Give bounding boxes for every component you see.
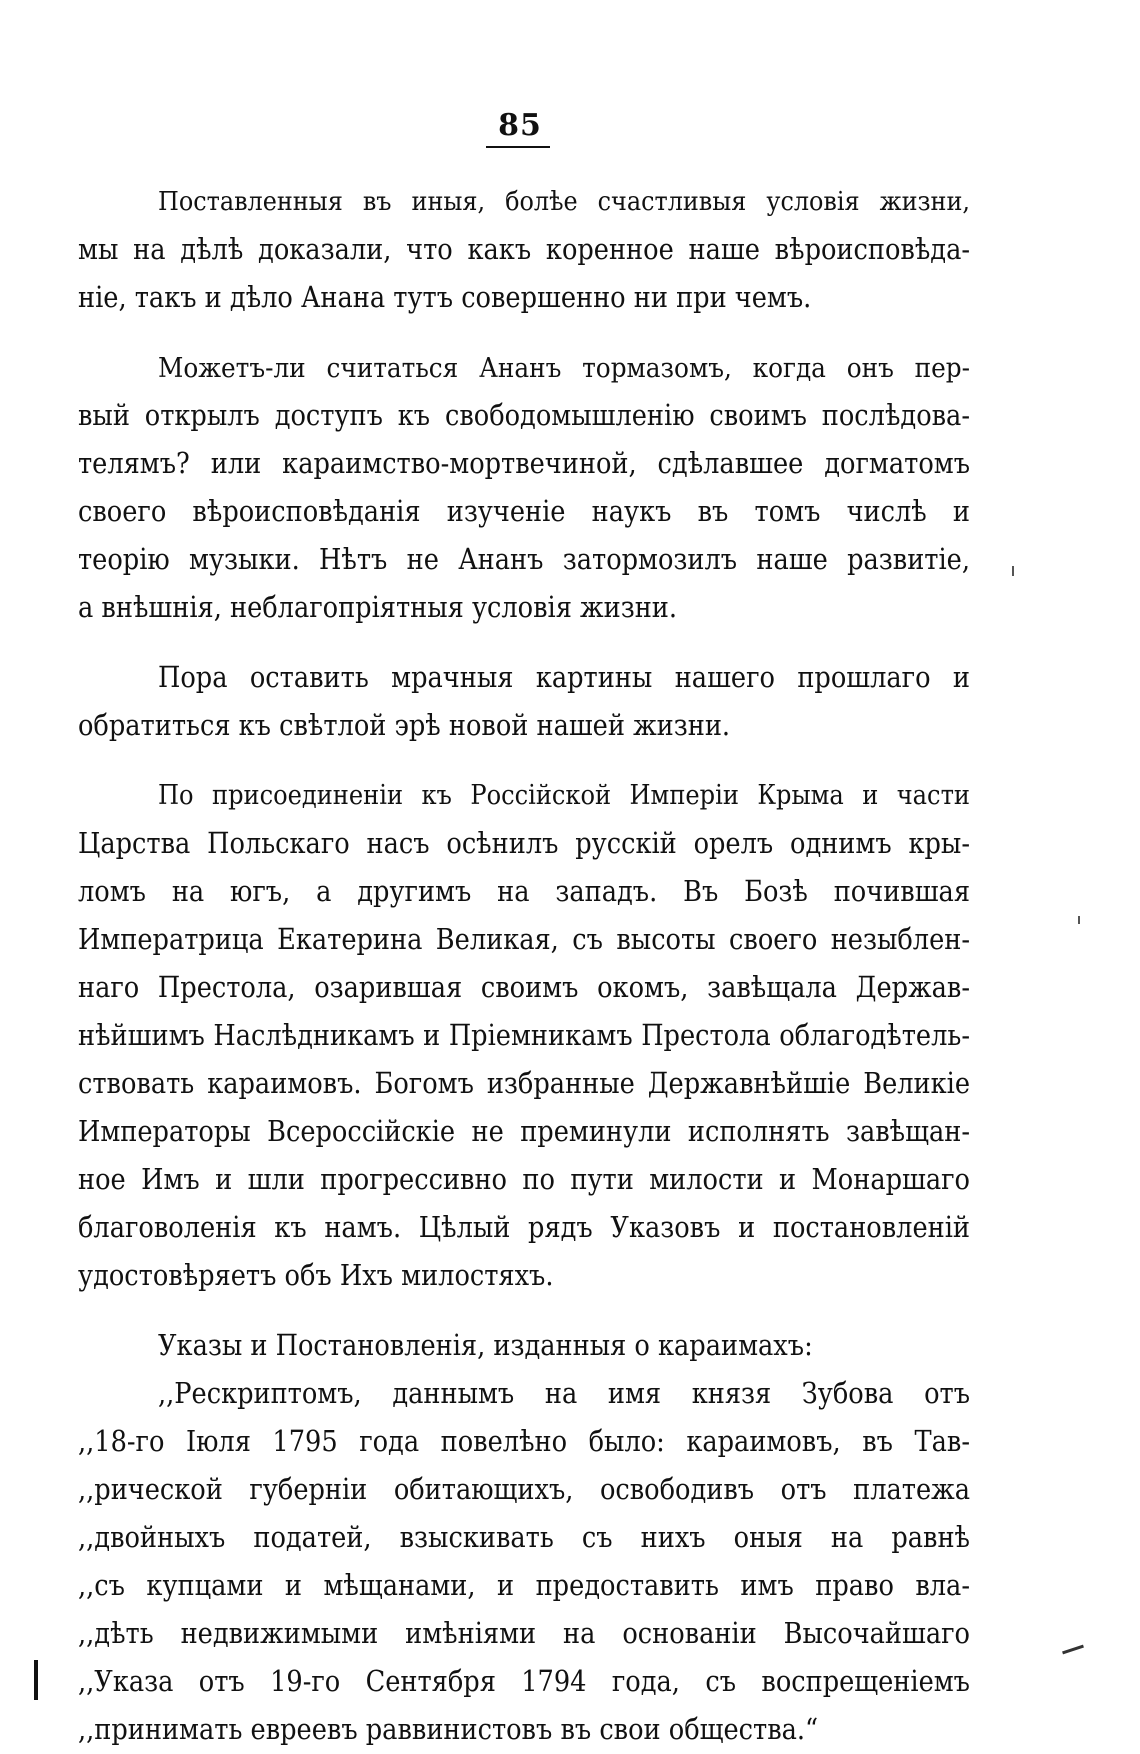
paragraph-5 xyxy=(78,1322,970,1370)
quotation xyxy=(78,1370,970,1754)
text-line: своего вѣроисповѣданія изученіе наукъ въ томъ числѣ и xyxy=(78,495,970,528)
text-line: телямъ? или караимство-мортвечиной, сдѣлавшее догматомъ xyxy=(78,447,970,480)
text-line: ,,дѣть недвижимыми имѣніями на основаніи Высочайшаго xyxy=(78,1617,970,1650)
text-line: ,,рической губерніи обитающихъ, освободивъ отъ платежа xyxy=(78,1473,970,1506)
text-line: Поставленныя въ иныя, болѣе счастливыя условія жизни, xyxy=(158,186,970,217)
text-line: Императрица Екатерина Великая, съ высоты своего незыблен- xyxy=(78,923,970,956)
scan-artifact-left xyxy=(34,1660,38,1700)
text-line: благоволенія къ намъ. Цѣлый рядъ Указовъ и постановленій xyxy=(78,1211,970,1244)
text-line: теорію музыки. Нѣтъ не Ананъ затормозилъ наше развитіе, xyxy=(78,543,970,576)
text-line: вый открылъ доступъ къ свободомышленію своимъ послѣдова- xyxy=(78,399,970,432)
text-line: ,,двойныхъ податей, взыскивать съ нихъ оныя на равнѣ xyxy=(78,1521,970,1554)
text-line: наго Престола, озарившая своимъ окомъ, завѣщала Держав- xyxy=(78,971,970,1004)
page-number: 85 xyxy=(498,108,542,143)
text-line: Императоры Всероссійскіе не преминули исполнять завѣщан- xyxy=(78,1115,970,1148)
paragraph-2 xyxy=(78,344,970,632)
text-line: ,,18-го Іюля 1795 года повелѣно было: караимовъ, въ Тав- xyxy=(78,1425,970,1458)
text-line: ствовать караимовъ. Богомъ избранные Державнѣйшіе Великіе xyxy=(78,1067,970,1100)
text-line: Указы и Постановленія, изданныя о караимахъ: xyxy=(158,1329,813,1362)
text-line: обратиться къ свѣтлой эрѣ новой нашей жизни. xyxy=(78,709,731,742)
scan-artifact-right xyxy=(1062,1645,1084,1655)
text-line: удостовѣряетъ объ Ихъ милостяхъ. xyxy=(78,1259,554,1292)
text-line: Пора оставить мрачныя картины нашего прошлаго и xyxy=(158,661,970,694)
text-line: ніе, такъ и дѣло Анана тутъ совершенно ни при чемъ. xyxy=(78,281,812,314)
text-line: нѣйшимъ Наслѣдникамъ и Пріемникамъ Престола облагодѣтель- xyxy=(78,1019,970,1052)
text-line: мы на дѣлѣ доказали, что какъ коренное наше вѣроисповѣда- xyxy=(78,233,970,266)
text-line: ,,принимать евреевъ раввинистовъ въ свои общества.“ xyxy=(78,1713,819,1746)
text-line: ное Имъ и шли прогрессивно по пути милости и Монаршаго xyxy=(78,1163,970,1196)
text-line: По присоединеніи къ Россійской Имперіи Крыма и части xyxy=(158,780,970,811)
scan-speck xyxy=(1012,566,1014,576)
text-line: Можетъ-ли считаться Ананъ тормазомъ, когда онъ пер- xyxy=(158,352,970,384)
text-line: Царства Польскаго насъ осѣнилъ русскій орелъ однимъ кры- xyxy=(78,827,970,860)
page-number-underline xyxy=(486,146,550,148)
text-line: ,,съ купцами и мѣщанами, и предоставить имъ право вла- xyxy=(78,1569,970,1602)
text-line: ,,Рескриптомъ, даннымъ на имя князя Зубова отъ xyxy=(158,1377,970,1410)
text-line: ломъ на югъ, а другимъ на западъ. Въ Бозѣ почившая xyxy=(78,875,970,908)
body-text xyxy=(78,178,970,1754)
text-line: а внѣшнія, неблагопріятныя условія жизни. xyxy=(78,591,678,624)
paragraph-3 xyxy=(78,654,970,750)
text-line: ,,Указа отъ 19-го Сентября 1794 года, съ воспрещеніемъ xyxy=(78,1665,970,1698)
scan-speck xyxy=(1078,916,1080,924)
paragraph-1 xyxy=(78,178,970,322)
paragraph-4 xyxy=(78,772,970,1300)
